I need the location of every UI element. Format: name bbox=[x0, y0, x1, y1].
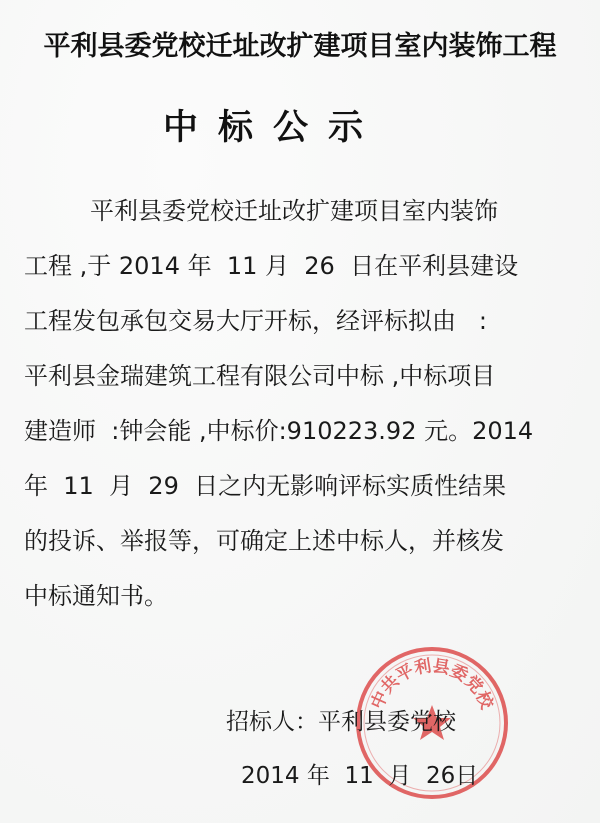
body-line-5: 建造师 :钟会能 ,中标价:910223.92 元。2014 bbox=[24, 417, 534, 445]
body-line-3: 工程发包承包交易大厅开标，经评标拟由 : bbox=[24, 307, 487, 335]
issuer-signature: 招标人：平利县委党校 bbox=[226, 709, 456, 735]
body-line-7: 的投诉、举报等，可确定上述中标人，并核发 bbox=[24, 527, 504, 555]
document-subtitle: 中标公示 bbox=[163, 108, 384, 148]
seal-text: 中共平利县委党校 bbox=[367, 656, 497, 713]
issue-date: 2014 年 11 月 26日 bbox=[241, 763, 479, 789]
body-line-6: 年 11 月 29 日之内无影响评标实质性结果 bbox=[24, 472, 507, 500]
document-title: 平利县委党校迁址改扩建项目室内装饰工程 bbox=[43, 31, 557, 62]
body-line-8: 中标通知书。 bbox=[24, 582, 168, 610]
body-line-2: 工程 ,于 2014 年 11 月 26 日在平利县建设 bbox=[24, 252, 519, 280]
body-line-1: 平利县委党校迁址改扩建项目室内装饰 bbox=[90, 197, 498, 225]
body-line-4: 平利县金瑞建筑工程有限公司中标 ,中标项目 bbox=[24, 362, 496, 390]
